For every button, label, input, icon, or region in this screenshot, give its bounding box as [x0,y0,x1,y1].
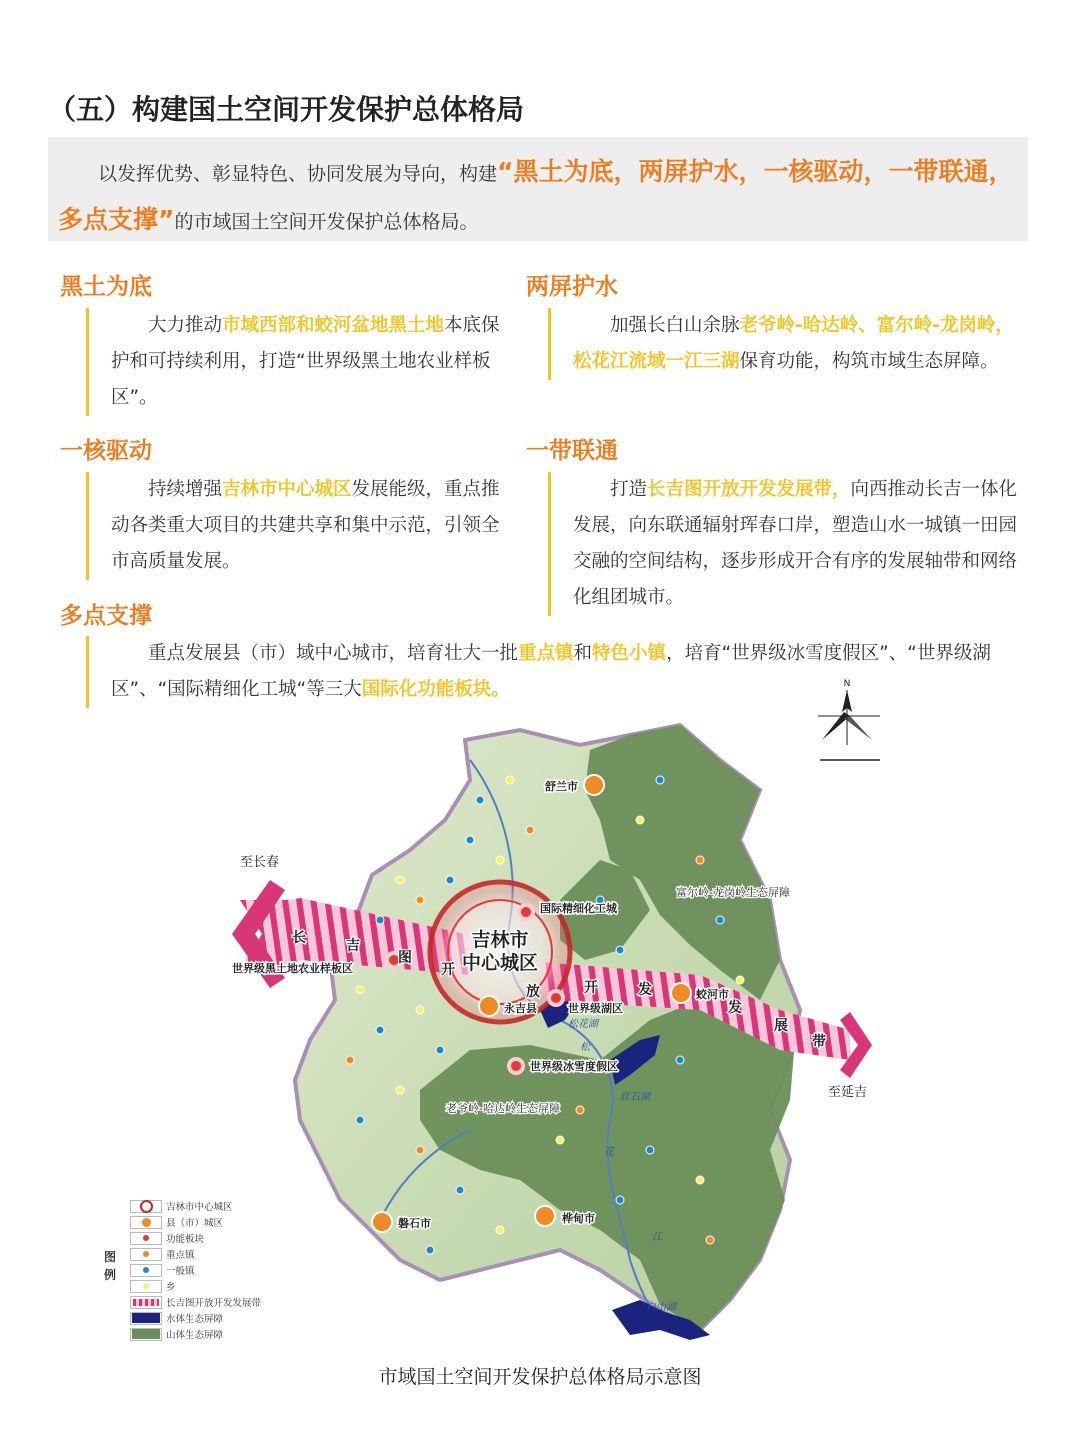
town-dot [376,1026,384,1034]
chem-city-marker [519,905,533,919]
belt-char-4: 开 [441,962,455,978]
section-title-yidai: 一带联通 [526,438,618,464]
town-dot [356,986,364,994]
label-hongshi-lake: 红石湖 [620,1092,650,1103]
yihe-text-1: 持续增强 [148,479,223,500]
liangping-text-1: 加强长白山余脉 [610,315,740,336]
label-river-char-3: 江 [652,1232,662,1243]
legend-item [130,1214,310,1230]
duodian-highlight-3: 国际化功能板块。 [361,679,510,700]
label-chem-city: 国际精细化工城 [540,902,617,915]
legend-label: 水体生态屏障 [166,1314,224,1325]
page-heading: （五）构建国土空间开发保护总体格局 [48,93,525,126]
water-swatch [130,1312,162,1325]
legend-label: 一般镇 [166,1266,195,1277]
intro-text-after: 的市域国土空间开发保护总体格局。 [174,211,479,233]
town-dot [506,776,514,784]
belt-char-10: 带 [812,1034,826,1050]
legend-item [130,1278,310,1294]
town-dot [346,1056,354,1064]
town-dot [636,816,644,824]
town-dot [696,1176,704,1184]
heitu-text-1: 大力推动 [148,315,223,336]
town-dot [476,796,484,804]
key-town-dot [130,1248,162,1261]
label-center-2: 中心城区 [461,952,539,974]
heitu-text-2: 本底保护和可持续利用，打造“世界级黑土地农业样板区”。 [111,315,500,408]
label-shulan: 舒兰市 [545,780,578,793]
yidai-text-1: 打造 [610,479,648,500]
compass [818,679,880,760]
label-jiaohe: 蛟河市 [696,988,729,1001]
legend-item [130,1230,310,1246]
section-body-heitu [86,308,506,416]
label-river-char-2: 花 [604,1147,614,1158]
town-dot [526,826,534,834]
belt-char-9: 展 [774,1018,788,1034]
duodian-highlight-2: 特色小镇 [592,643,667,664]
section-title-yihe: 一核驱动 [60,438,152,464]
label-yongji: 永吉县 [504,1002,537,1015]
county-icon [130,1216,162,1229]
legend-item [130,1246,310,1262]
town-dot [130,1264,162,1277]
label-panshi: 磐石市 [398,1217,431,1230]
yidai-text-2: 向西推动长吉一体化发展，向东联通辐射珲春口岸，塑造山水一城镇一田园交融的空间结构，逐步形成开合有序的发展轴带和网络化组团城市。 [573,479,1018,608]
legend-label: 乡 [166,1282,176,1293]
town-dot [716,916,724,924]
duodian-text-3: ，培育“世界级冰雪度假区”、“世界级湖区”、“国际精细化工城“等三大 [111,643,991,700]
liangping-highlight: 老爷岭-哈达岭、富尔岭-龙岗岭，松花江流域一江三湖 [573,315,1014,372]
label-heitu-zone: 世界级黑土地农业样板区 [232,962,353,975]
legend-item [130,1326,310,1342]
town-dot [706,1236,714,1244]
yihe-highlight: 吉林市中心城区 [222,479,352,500]
lake-zone-marker [549,991,563,1005]
label-south-barrier: 老爷岭-哈达岭生态屏障 [446,1102,560,1115]
belt-char-6: 开 [584,980,598,996]
label-baishan-lake: 白山湖 [646,1302,676,1313]
label-huadian: 桦甸市 [562,1212,595,1225]
town-dot [676,1056,684,1064]
town-dot [556,1136,564,1144]
belt-char-5: 放 [526,984,540,1000]
legend-list [130,1198,310,1342]
legend-label: 重点镇 [166,1250,195,1261]
legend-label: 县（市）城区 [166,1218,224,1229]
belt-char-8: 发 [728,1000,742,1016]
town-dot [356,1116,364,1124]
center-icon [130,1200,162,1213]
section-body-yidai [548,472,1022,616]
duodian-text-2: 和 [573,643,593,664]
town-dot [616,1196,624,1204]
legend-title: 图例 [104,1250,117,1282]
jiaohe-marker [671,983,691,1003]
yidai-highlight: 长吉图开放开发发展带， [647,479,851,500]
town-dot [496,856,504,864]
belt-char-3: 图 [398,950,412,966]
function-zone-icon [130,1232,162,1245]
legend-label: 功能板块 [166,1234,205,1245]
legend-item [130,1310,310,1326]
section-title-liangping: 两屏护水 [526,274,618,300]
yihe-text-2: 发展能级，重点推动各类重大项目的共建共享和集中示范，引领全市高质量发展。 [111,479,500,572]
duodian-text-1: 重点发展县（市）域中心城市，培育壮大一批 [148,643,519,664]
intro-text-before: 以发挥优势、彰显特色、协同发展为导向，构建 [98,163,498,185]
town-dot [456,1186,464,1194]
town-dot [446,876,454,884]
town-dot [616,946,624,954]
label-lake-zone: 世界级湖区 [568,1002,623,1015]
section-title-duodian: 多点支撑 [60,603,152,629]
town-dot [576,1106,584,1114]
intro-box [48,137,1028,241]
belt-char-7: 发 [638,982,652,998]
township-dot [130,1280,162,1293]
label-river-char-1: 松 [580,1042,590,1053]
ski-zone-marker [509,1059,523,1073]
town-dot [396,876,404,884]
town-dot [436,1046,444,1054]
panshi-marker [372,1212,392,1232]
label-to-changchun: 至长春 [240,855,280,870]
town-dot [416,896,424,904]
label-north-barrier: 富尔岭-龙岗岭生态屏障 [676,886,790,899]
huadian-marker [535,1206,555,1226]
intro-highlight: “黑土为底，两屏护水，一核驱动，一带联通，多点支撑” [58,157,1014,234]
duodian-highlight-1: 重点镇 [518,643,574,664]
town-dot [376,916,384,924]
heitu-highlight: 市域西部和蛟河盆地黑土地 [222,315,445,336]
town-dot [736,976,744,984]
legend-label: 山体生态屏障 [166,1330,224,1341]
liangping-text-2: 保育功能，构筑市域生态屏障。 [739,351,999,372]
belt-char-2: 吉 [346,938,360,954]
town-dot [426,1246,434,1254]
section-body-yihe [86,472,516,580]
town-dot [416,1146,424,1154]
town-dot [416,1006,424,1014]
section-body-liangping [548,308,1022,380]
legend-item [130,1294,310,1310]
town-dot [496,1226,504,1234]
town-dot [646,1146,654,1154]
yongji-marker [479,996,499,1016]
mountain-swatch [130,1328,162,1341]
shulan-marker [584,775,604,795]
town-dot [466,836,474,844]
label-center-1: 吉林市 [471,929,529,951]
belt-arrow [130,1296,162,1309]
north-label: N [843,679,851,689]
town-dot [696,856,704,864]
label-to-yanji: 至延吉 [828,1085,868,1100]
section-title-heitu: 黑土为底 [60,274,152,300]
label-songhua-lake: 松花湖 [568,1019,598,1030]
legend-label: 长吉图开放开发发展带 [166,1298,262,1309]
map-caption: 市域国土空间开发保护总体格局示意图 [378,1366,702,1388]
legend-item [130,1198,310,1214]
legend-label: 吉林市中心城区 [166,1202,233,1213]
town-dot [396,1086,404,1094]
label-ski-zone: 世界级冰雪度假区 [530,1060,618,1073]
legend-item [130,1262,310,1278]
belt-char-1: 长 [292,930,306,946]
town-dot [656,776,664,784]
